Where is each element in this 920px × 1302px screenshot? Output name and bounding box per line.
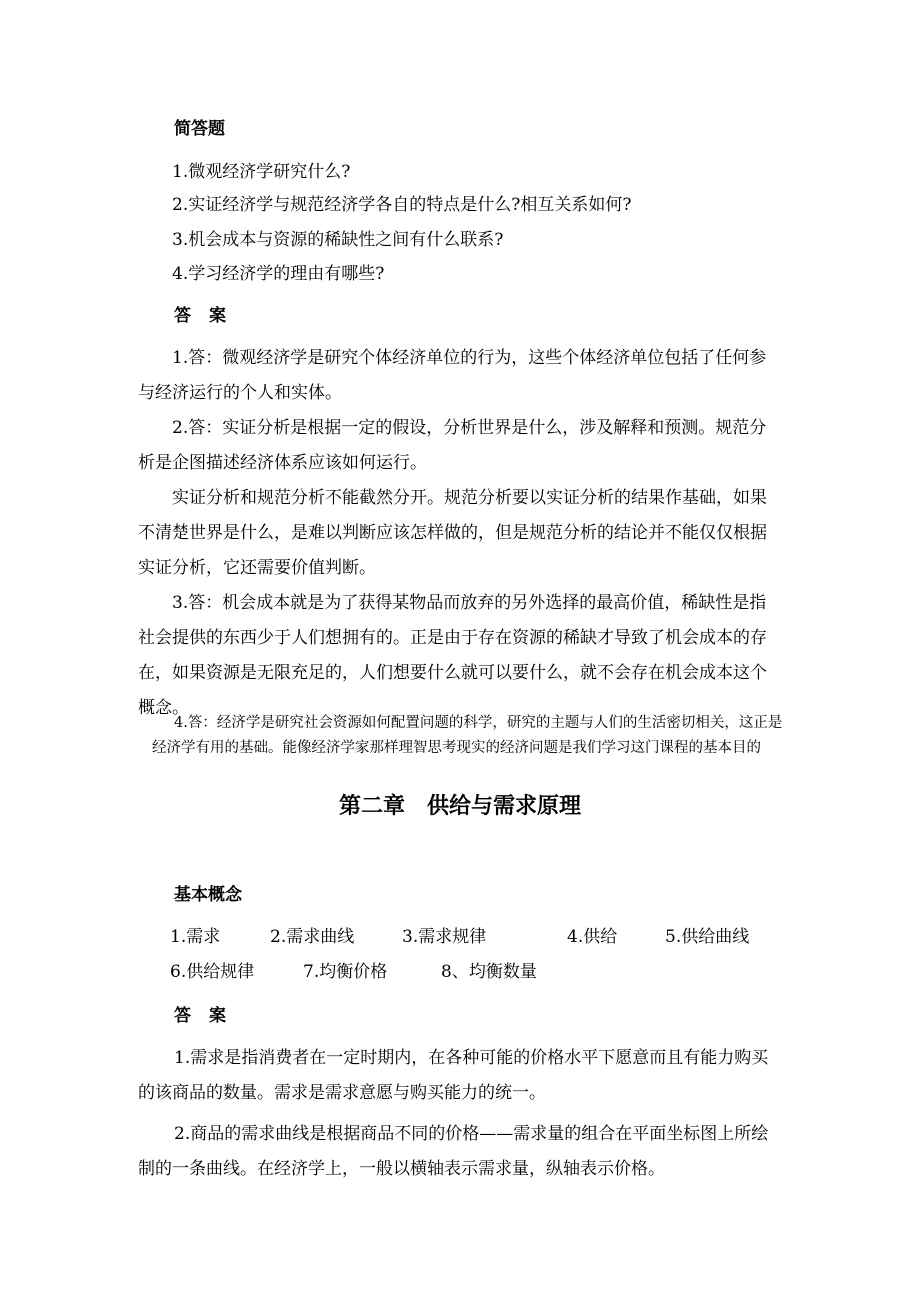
chapter-title: 第二章 供给与需求原理 bbox=[338, 794, 581, 819]
concepts-heading: 基本概念 bbox=[174, 885, 242, 905]
answer-paragraph: 2.商品的需求曲线是根据商品不同的价格——需求量的组合在平面坐标图上所绘制的一条曲线。在经济学上，一般以横轴表示需求量，纵轴表示价格。 bbox=[138, 1124, 769, 1179]
question-item: 3.机会成本与资源的稀缺性之间有什么联系? bbox=[172, 230, 504, 250]
concept-item: 1.需求 bbox=[170, 927, 221, 947]
answer-paragraph: 4.答：经济学是研究社会资源如何配置问题的科学，研究的主题与人们的生活密切相关，这正是经济学有用的基础。能像经济学家那样理智思考现实的经济问题是我们学习这门课程的基本目的 bbox=[152, 715, 783, 756]
answer-heading: 答案 bbox=[174, 1006, 244, 1026]
concept-item: 7.均衡价格 bbox=[303, 962, 388, 982]
question-item: 4.学习经济学的理由有哪些? bbox=[172, 264, 385, 284]
answer-paragraph: 1.答：微观经济学是研究个体经济单位的行为，这些个体经济单位包括了任何参与经济运行的个人和实体。 bbox=[138, 348, 767, 403]
answer-heading: 答案 bbox=[174, 306, 244, 326]
question-item: 2.实证经济学与规范经济学各自的特点是什么?相互关系如何? bbox=[172, 195, 632, 215]
concept-item: 5.供给曲线 bbox=[665, 927, 750, 947]
answer-paragraph: 实证分析和规范分析不能截然分开。规范分析要以实证分析的结果作基础，如果不清楚世界是什么，是难以判断应该怎样做的，但是规范分析的结论并不能仅仅根据实证分析，它还需要价值判断。 bbox=[138, 488, 767, 578]
question-item: 1.微观经济学研究什么? bbox=[172, 162, 351, 182]
answer-paragraph: 2.答：实证分析是根据一定的假设，分析世界是什么，涉及解释和预测。规范分析是企图描述经济体系应该如何运行。 bbox=[138, 418, 767, 473]
concept-item: 2.需求曲线 bbox=[270, 927, 355, 947]
concept-item: 4.供给 bbox=[567, 927, 618, 947]
section-heading: 简答题 bbox=[174, 119, 225, 139]
answer-paragraph: 1.需求是指消费者在一定时期内，在各种可能的价格水平下愿意而且有能力购买的该商品的数量。需求是需求意愿与购买能力的统一。 bbox=[138, 1048, 769, 1103]
concept-item: 8、均衡数量 bbox=[441, 962, 537, 982]
answer-paragraph: 3.答：机会成本就是为了获得某物品而放弃的另外选择的最高价值，稀缺性是指社会提供的东西少于人们想拥有的。正是由于存在资源的稀缺才导致了机会成本的存在，如果资源是无限充足的，人们想要什么就可以要什么，就不会存在机会成本这个概念。 bbox=[138, 593, 767, 718]
concept-item: 6.供给规律 bbox=[170, 962, 255, 982]
concept-item: 3.需求规律 bbox=[402, 927, 487, 947]
